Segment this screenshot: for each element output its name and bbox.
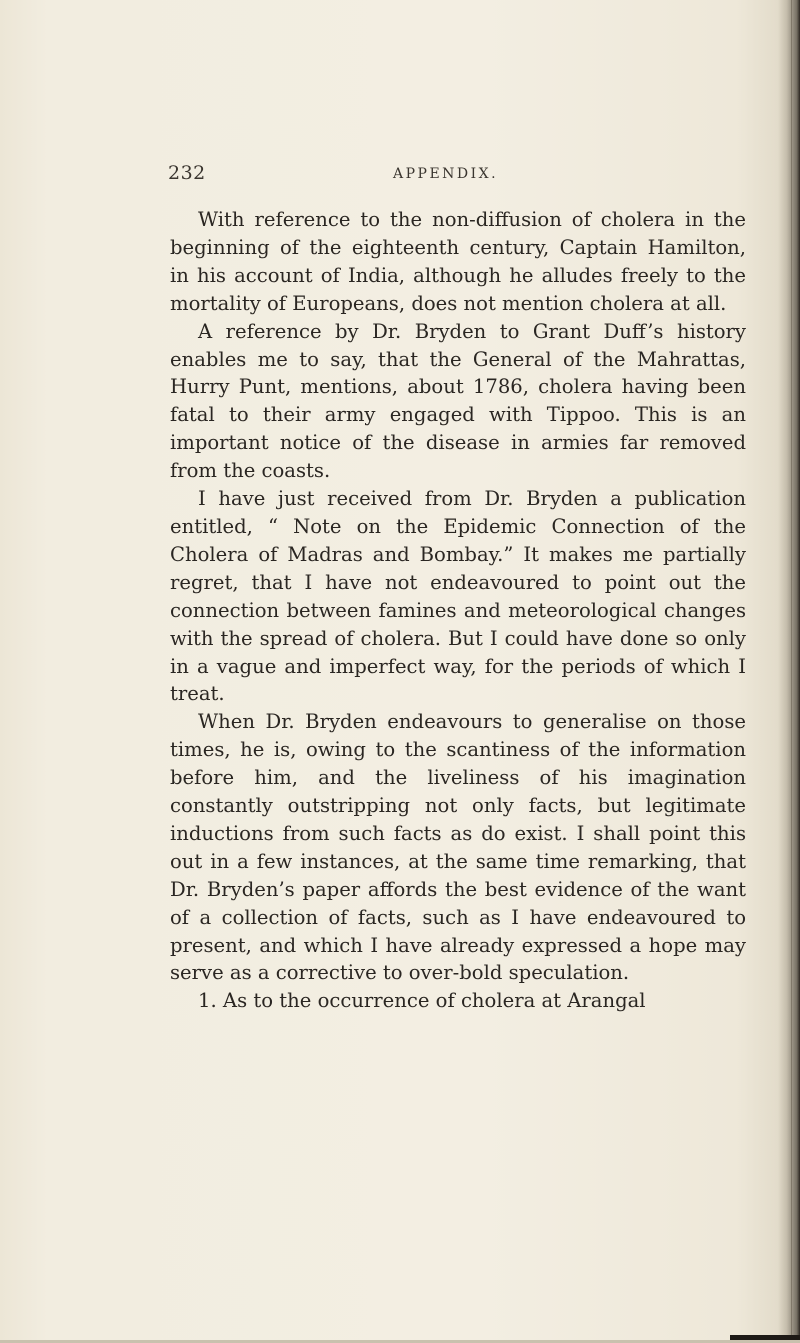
binding-line [791, 0, 792, 1343]
paragraph: 1. As to the occurrence of cholera at Arangal [198, 989, 646, 1013]
page-number: 232 [168, 162, 206, 184]
binding-shadow [778, 0, 800, 1343]
running-head: APPENDIX. [393, 166, 499, 182]
body-text [170, 206, 746, 1015]
paragraph: A reference by Dr. Bryden to Grant Duff’s history enables me to say, that the General of the Mahrattas, Hurry Punt, mentions, about 1786, cholera having been fatal to their army engaged with Tippoo. This is an important notice of the disease in armies far removed from the coasts. [170, 319, 746, 483]
page-header [168, 162, 748, 192]
paragraph: With reference to the non-diffusion of cholera in the beginning of the eighteenth century, Captain Hamilton, in his account of India, although he alludes freely to the mortality of Europeans, does not mention cholera at all. [170, 208, 746, 315]
paragraph: When Dr. Bryden endeavours to generalise on those times, he is, owing to the scantiness of the information before him, and the liveliness of his imagination constantly outstripping not only facts, but legitimate inductions from such facts as do exist. I shall point this out in a few instances, at the same time remarking, that Dr. Bryden’s paper affords the best evidence of the want of a collection of facts, such as I have endeavoured to present, and which I have already expressed a hope may serve as a corrective to over-bold speculation. [170, 710, 746, 985]
paragraph: I have just received from Dr. Bryden a publication entitled, “ Note on the Epidemic Connection of the Cholera of Madras and Bombay.” It makes me partially regret, that I have not endeavoured to point out the connection between famines and meteorological changes with the spread of cholera. But I could have done so only in a vague and imperfect way, for the periods of which I treat. [170, 487, 746, 706]
